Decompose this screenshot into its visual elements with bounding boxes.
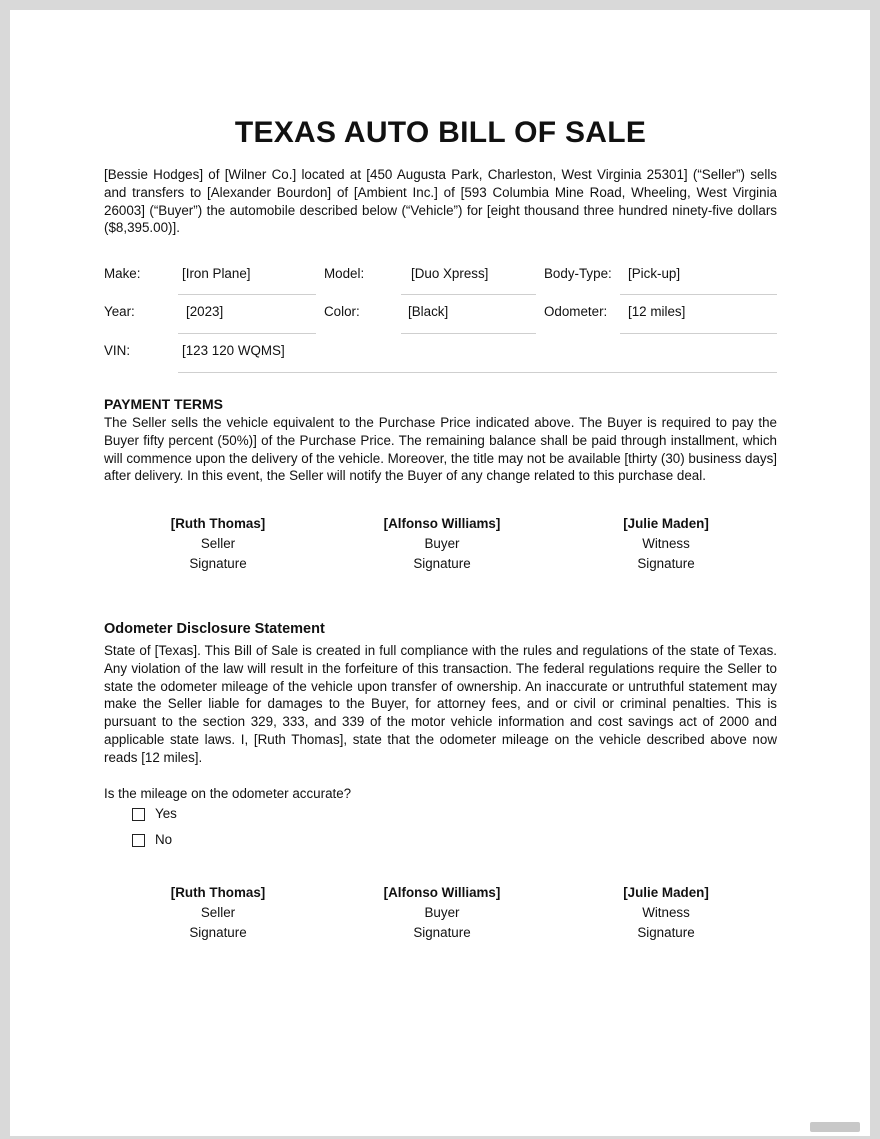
odometer-label: Odometer:: [544, 304, 608, 319]
color-value: [Black]: [408, 304, 449, 319]
witness-signature-2: [576, 883, 756, 943]
signature-block-2: [104, 883, 777, 953]
make-label: Make:: [104, 266, 141, 281]
vin-label: VIN:: [104, 343, 131, 358]
yes-checkbox[interactable]: [132, 808, 145, 821]
seller-signature: [128, 514, 308, 574]
odometer-underline: [620, 333, 777, 334]
watermark-logo: [810, 1122, 860, 1132]
witness-name: [Julie Maden]: [623, 516, 709, 531]
buyer-name: [Alfonso Williams]: [383, 516, 501, 531]
year-label: Year:: [104, 304, 135, 319]
witness-signature-label: Signature: [637, 556, 695, 571]
year-value: [2023]: [186, 304, 224, 319]
buyer-signature-label-2: Signature: [413, 925, 471, 940]
body-type-value: [Pick-up]: [628, 266, 681, 281]
witness-name-2: [Julie Maden]: [623, 885, 709, 900]
vin-underline: [178, 372, 777, 373]
seller-signature-label: Signature: [189, 556, 247, 571]
seller-signature-2: [128, 883, 308, 943]
seller-signature-label-2: Signature: [189, 925, 247, 940]
make-underline: [178, 294, 316, 295]
document-title: TEXAS AUTO BILL OF SALE: [234, 116, 647, 149]
odometer-question: Is the mileage on the odometer accurate?: [104, 786, 352, 801]
buyer-role: Buyer: [424, 536, 460, 551]
make-value: [Iron Plane]: [182, 266, 251, 281]
vin-value: [123 120 WQMS]: [182, 343, 285, 358]
witness-role-2: Witness: [642, 905, 690, 920]
buyer-signature: [352, 514, 532, 574]
model-value: [Duo Xpress]: [411, 266, 489, 281]
vehicle-row-2: [104, 298, 777, 336]
vehicle-row-1: [104, 260, 777, 298]
body-type-underline: [620, 294, 777, 295]
buyer-signature-2: [352, 883, 532, 943]
seller-name: [Ruth Thomas]: [170, 516, 266, 531]
signature-block-1: [104, 514, 777, 584]
payment-terms-heading: PAYMENT TERMS: [104, 396, 224, 412]
color-underline: [401, 333, 536, 334]
no-label: No: [155, 832, 173, 847]
witness-signature: [576, 514, 756, 574]
seller-role: Seller: [200, 536, 236, 551]
document-page: [10, 10, 870, 1136]
payment-terms-text: The Seller sells the vehicle equivalent to the Purchase Price indicated above. The Buyer is required to pay the Buyer fifty percent (50%)] of the Purchase Price. The remaining balance shall be paid through installment, which will commence upon the delivery of the vehicle. Moreover, the title may not be available [thirty (30) business days] after delivery. In this event, the Seller will notify the Buyer of any change related to this purchase deal.: [104, 415, 777, 484]
vehicle-row-3: [104, 337, 777, 375]
witness-signature-label-2: Signature: [637, 925, 695, 940]
intro-paragraph: [Bessie Hodges] of [Wilner Co.] located at [450 Augusta Park, Charleston, West Virginia 25301] (“Seller”) sells and transfers to [Alexander Bourdon] of [Ambient Inc.] of [593 Columbia Mine Road, Wheeling, West Virginia 26003] (“Buyer”) the automobile described below (“Vehicle”) for [eight thousand three hundred ninety-five dollars ($8,395.00)].: [104, 167, 777, 236]
odometer-disclosure-text: State of [Texas]. This Bill of Sale is created in full compliance with the rules and regulations of the state of Texas. Any violation of the law will result in the forfeiture of this transaction. The federal regulations require the Seller to state the odometer mileage of the vehicle upon transfer of ownership. An inaccurate or untruthful statement may make the Seller liable for damages to the Buyer, for attorney fees, and or civil or criminal penalties. This is pursuant to the section 329, 333, and 339 of the motor vehicle information and cost savings act of 2000 and applicable state laws. I, [Ruth Thomas], state that the odometer mileage on the vehicle described above now reads [12 miles].: [104, 643, 777, 765]
buyer-name-2: [Alfonso Williams]: [383, 885, 501, 900]
odometer-value: [12 miles]: [628, 304, 686, 319]
odometer-disclosure-heading: Odometer Disclosure Statement: [104, 621, 325, 637]
yes-label: Yes: [155, 806, 177, 821]
seller-name-2: [Ruth Thomas]: [170, 885, 266, 900]
buyer-role-2: Buyer: [424, 905, 460, 920]
seller-role-2: Seller: [200, 905, 236, 920]
model-underline: [401, 294, 536, 295]
model-label: Model:: [324, 266, 365, 281]
color-label: Color:: [324, 304, 360, 319]
year-underline: [178, 333, 316, 334]
witness-role: Witness: [642, 536, 690, 551]
no-checkbox[interactable]: [132, 834, 145, 847]
buyer-signature-label: Signature: [413, 556, 471, 571]
body-type-label: Body-Type:: [544, 266, 612, 281]
